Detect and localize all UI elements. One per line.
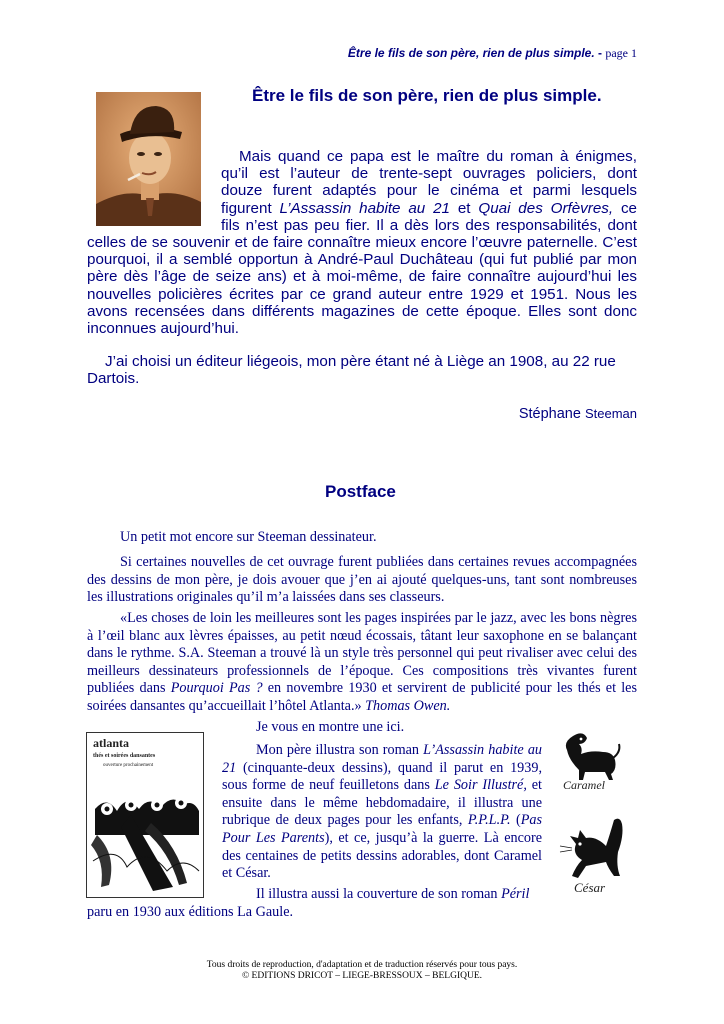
postface-p1: Un petit mot encore sur Steeman dessinateur. [120, 529, 377, 545]
title-peril: Péril [501, 886, 530, 902]
title-assassin-habite-2: L’Assassin habite au 21 [222, 742, 543, 776]
postface-p5-a: Mon père illustra son roman [256, 742, 424, 758]
poster-jazz-drawing [87, 775, 203, 895]
postface-p5-e: ), et ce, jusqu’à la guerre. Là encore des centaines de petits dessins adorables, dont Caramel et César. [222, 829, 542, 882]
intro-line-4-b: et [450, 199, 479, 217]
signature [80, 406, 637, 422]
poster-title: atlanta [93, 736, 129, 750]
poster-line-1: thés et soirées dansantes [93, 753, 156, 759]
postface-p5-c: et ensuite dans le même hebdomadaire, il illustra une rubrique de deux pages pour les enfants, [222, 777, 542, 829]
postface-p2: Si certaines nouvelles de cet ouvrage furent publiées dans certaines revues accompagnées des dessins de mon père, je dois avouer que j’en ai ajouté quelques-uns, tant sont nombreuses les illustrations originales qu’il m’a laissées dans ses classeurs. [87, 554, 637, 606]
postface-p6-a: Il illustra aussi la couverture de son roman [256, 886, 502, 902]
title-pplp: P.P.L.P. [467, 812, 511, 829]
caramel-caption: Caramel [563, 778, 605, 792]
header-separator: - [594, 46, 606, 60]
author-portrait-photo [96, 92, 201, 226]
cesar-caption: César [574, 880, 606, 895]
title-pas-pour-les-parents: Pas Pour Les Parents [222, 812, 542, 846]
page-number: page 1 [605, 46, 637, 60]
intro-paragraph-wrap [221, 148, 637, 234]
intro-line-4-a: figurent [221, 199, 280, 217]
postface-p3 [87, 610, 637, 716]
intro-line-4-c: ce [613, 199, 637, 217]
article-title: Être le fils de son père, rien de plus simple. [252, 86, 602, 105]
caramel-dog-drawing [555, 730, 630, 798]
postface-p5-b: (cinquante-deux dessins), quand il parut en 1939, sous forme de neuf feuilletons dans [222, 759, 542, 794]
atlanta-poster-illustration [86, 732, 204, 898]
postface-p5 [222, 742, 542, 883]
intro-line-3: douze furent adaptés pour le cinéma et parmi lesquels [221, 182, 637, 200]
copyright-footer [0, 960, 724, 982]
intro-paragraph-full: celles de se souvenir et de faire connaître mieux encore l’œuvre paternelle. C’est pourquoi, il a semblé opportun à André-Paul Duchâteau (qui fut publié par mon père dès l’âge de seize ans) et à moi-même, de faire connaître aujourd’hui les nouvelles policières écrites par ce grand auteur entre 1929 et 1951. Nous les avons recensées dans différents magazines de cette époque. Elles sont donc inconnues aujourd’hui. [87, 234, 637, 338]
cesar-cat-drawing [558, 812, 638, 908]
postface-p6-line-2: paru en 1930 aux éditions La Gaule. [87, 904, 294, 920]
postface-p3-b: en novembre 1930 et servirent de publicité pour les thés et les soirées dansantes qu’accueillait l’hôtel Atlanta.» [87, 680, 637, 714]
postface-p5-d: ( [510, 812, 521, 829]
signature-last-name: Steeman [584, 406, 637, 421]
title-quai-orfevres: Quai des Orfèvres, [478, 199, 614, 217]
intro-paragraph-2: J’ai choisi un éditeur liégeois, mon père étant né à Liège an 1908, au 22 rue Dartois. [87, 353, 616, 388]
intro-line-1: Mais quand ce papa est le maître du roman à énigmes, [239, 148, 637, 165]
poster-line-2: ouverture prochainement [103, 763, 154, 768]
postface-p4: Je vous en montre une ici. [256, 719, 405, 735]
title-le-soir-illustre: Le Soir Illustré, [434, 777, 527, 794]
intro-line-2: qu’il est l’auteur de trente-sept ouvrages policiers, dont [221, 165, 637, 183]
intro-line-5: fils n’est pas peu fier. Il a dès lors des responsabilités, dont [221, 216, 637, 234]
signature-first-name: Stéphane [518, 406, 581, 422]
title-assassin-habite: L’Assassin habite au 21 [279, 199, 450, 217]
running-header [80, 46, 637, 61]
postface-p3-a: «Les choses de loin les meilleures sont les pages inspirées par le jazz, avec les bons nègres à l’œil blanc aux lèvres épaisses, au petit nœud écossais, tâtant leur saxophone en se balançant dans le rythme. S.A. Steeman a trouvé là un style très personnel qui peut rivaliser avec celui des meilleurs dessinateurs professionnels de l’époque. Ces compositions très vivantes furent publiées dans [87, 610, 637, 697]
intro-line-4 [221, 200, 637, 217]
title-pourquoi-pas: Pourquoi Pas ? [170, 680, 263, 697]
postface-p6-line-1 [222, 886, 542, 904]
footer-line-2: © EDITIONS DRICOT – LIEGE-BRESSOUX – BELGIQUE. [241, 971, 483, 981]
postface-title: Postface [325, 482, 396, 501]
footer-line-1: Tous droits de reproduction, d'adaptation et de traduction réservés pour tous pays. [206, 960, 518, 970]
quote-author: Thomas Owen. [361, 697, 451, 714]
header-title: Être le fils de son père, rien de plus simple. [347, 46, 595, 60]
